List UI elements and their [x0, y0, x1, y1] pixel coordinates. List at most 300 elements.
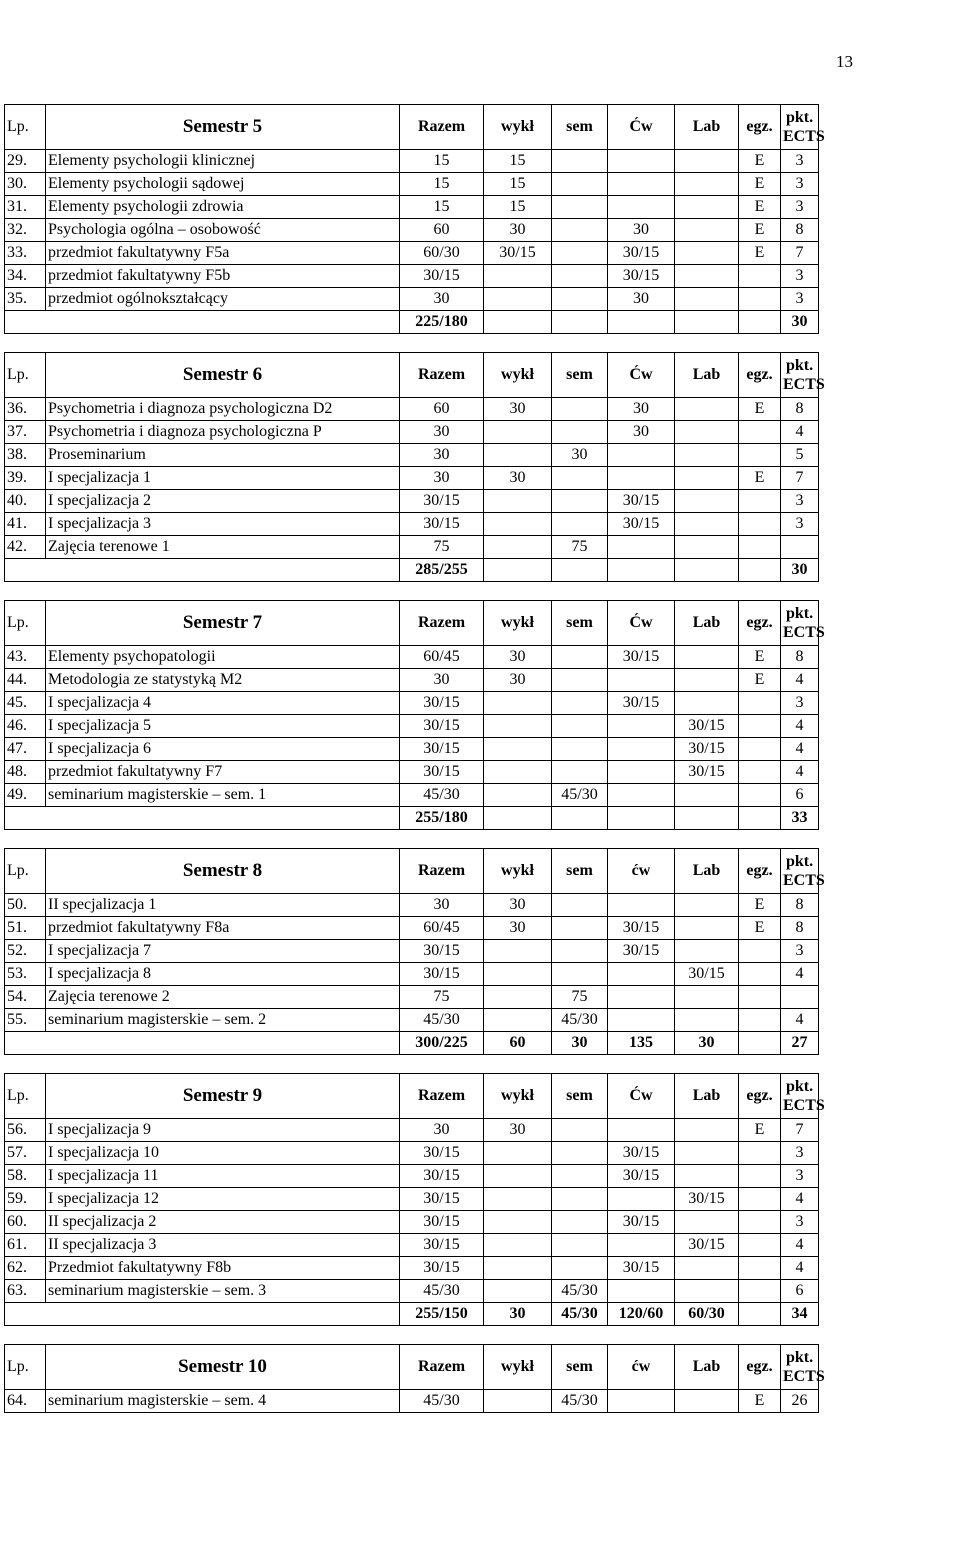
row-egz — [739, 986, 781, 1009]
col-header-lab: Lab — [675, 601, 739, 646]
total-sem — [552, 311, 608, 334]
table-row — [5, 1142, 819, 1165]
table-row — [5, 1009, 819, 1032]
row-razem: 30/15 — [400, 1142, 484, 1165]
row-ects: 4 — [781, 1188, 819, 1211]
table-row — [5, 940, 819, 963]
col-header-razem: Razem — [400, 601, 484, 646]
row-sem — [552, 940, 608, 963]
row-ects: 4 — [781, 1234, 819, 1257]
total-row — [5, 559, 819, 582]
row-subject: seminarium magisterskie – sem. 1 — [46, 784, 400, 807]
row-lp: 30. — [5, 173, 46, 196]
ects-line1: pkt. — [785, 1078, 814, 1095]
row-ects: 3 — [781, 288, 819, 311]
total-cw — [608, 807, 675, 830]
total-sem: 30 — [552, 1032, 608, 1055]
row-lp: 37. — [5, 421, 46, 444]
ects-line1: pkt. — [785, 1349, 814, 1366]
row-sem — [552, 1188, 608, 1211]
total-row — [5, 807, 819, 830]
row-ects: 7 — [781, 1119, 819, 1142]
col-header-lab: Lab — [675, 1074, 739, 1119]
row-lp: 51. — [5, 917, 46, 940]
row-subject: Psychologia ogólna – osobowość — [46, 219, 400, 242]
row-subject: I specjalizacja 1 — [46, 467, 400, 490]
col-header-lp: Lp. — [5, 1345, 46, 1390]
row-lp: 57. — [5, 1142, 46, 1165]
row-egz — [739, 444, 781, 467]
col-header-lp: Lp. — [5, 601, 46, 646]
row-lp: 31. — [5, 196, 46, 219]
semester-title: Semestr 10 — [46, 1345, 400, 1390]
col-header-lab: Lab — [675, 353, 739, 398]
table-row — [5, 738, 819, 761]
row-lp: 39. — [5, 467, 46, 490]
row-wykl — [484, 1390, 552, 1413]
row-razem: 45/30 — [400, 1390, 484, 1413]
col-header-lp: Lp. — [5, 353, 46, 398]
row-razem: 60 — [400, 398, 484, 421]
row-subject: Elementy psychologii zdrowia — [46, 196, 400, 219]
row-cw: 30/15 — [608, 1257, 675, 1280]
row-egz — [739, 536, 781, 559]
row-ects: 8 — [781, 894, 819, 917]
row-razem: 30/15 — [400, 490, 484, 513]
row-lp: 54. — [5, 986, 46, 1009]
col-header-sem: sem — [552, 105, 608, 150]
row-egz — [739, 513, 781, 536]
ects-line2: ECTS — [783, 872, 825, 889]
row-ects: 4 — [781, 1257, 819, 1280]
row-lp: 45. — [5, 692, 46, 715]
col-header-razem: Razem — [400, 1074, 484, 1119]
row-sem: 45/30 — [552, 784, 608, 807]
row-sem — [552, 265, 608, 288]
row-sem — [552, 894, 608, 917]
row-ects: 3 — [781, 1211, 819, 1234]
row-wykl — [484, 784, 552, 807]
table-row — [5, 265, 819, 288]
col-header-wykl: wykł — [484, 1074, 552, 1119]
row-ects: 8 — [781, 398, 819, 421]
row-lab — [675, 1280, 739, 1303]
row-cw — [608, 738, 675, 761]
col-header-cw: ćw — [608, 1345, 675, 1390]
total-cw: 135 — [608, 1032, 675, 1055]
col-header-egz: egz. — [739, 601, 781, 646]
total-wykl — [484, 311, 552, 334]
row-lp: 44. — [5, 669, 46, 692]
semester-table — [4, 352, 825, 582]
row-lab: 30/15 — [675, 1188, 739, 1211]
row-razem: 30/15 — [400, 1165, 484, 1188]
table-row — [5, 536, 819, 559]
row-sem — [552, 692, 608, 715]
row-cw — [608, 784, 675, 807]
row-wykl — [484, 1211, 552, 1234]
row-lab — [675, 196, 739, 219]
row-egz — [739, 265, 781, 288]
row-lab — [675, 398, 739, 421]
row-egz — [739, 1280, 781, 1303]
row-subject: Zajęcia terenowe 2 — [46, 986, 400, 1009]
row-ects: 3 — [781, 490, 819, 513]
row-ects: 8 — [781, 917, 819, 940]
row-cw — [608, 444, 675, 467]
header-row — [5, 1345, 819, 1390]
row-cw: 30/15 — [608, 513, 675, 536]
table-row — [5, 646, 819, 669]
row-wykl — [484, 940, 552, 963]
col-header-cw: Ćw — [608, 353, 675, 398]
total-ects: 30 — [781, 559, 819, 582]
total-ects: 27 — [781, 1032, 819, 1055]
row-cw — [608, 1234, 675, 1257]
row-sem: 45/30 — [552, 1280, 608, 1303]
row-razem: 30/15 — [400, 1257, 484, 1280]
row-lab — [675, 173, 739, 196]
row-ects: 4 — [781, 738, 819, 761]
row-lp: 34. — [5, 265, 46, 288]
row-razem: 30/15 — [400, 1234, 484, 1257]
ects-line1: pkt. — [785, 605, 814, 622]
col-header-wykl: wykł — [484, 353, 552, 398]
row-egz: E — [739, 467, 781, 490]
total-ects: 33 — [781, 807, 819, 830]
row-subject: II specjalizacja 3 — [46, 1234, 400, 1257]
total-sem: 45/30 — [552, 1303, 608, 1326]
row-cw — [608, 1119, 675, 1142]
total-wykl — [484, 559, 552, 582]
row-cw: 30/15 — [608, 1211, 675, 1234]
total-ects: 34 — [781, 1303, 819, 1326]
row-lab: 30/15 — [675, 715, 739, 738]
header-row — [5, 353, 819, 398]
header-row — [5, 105, 819, 150]
header-row — [5, 1074, 819, 1119]
header-row — [5, 849, 819, 894]
row-razem: 45/30 — [400, 784, 484, 807]
row-lp: 41. — [5, 513, 46, 536]
row-lab: 30/15 — [675, 761, 739, 784]
row-wykl — [484, 986, 552, 1009]
row-lab — [675, 940, 739, 963]
col-header-lab: Lab — [675, 105, 739, 150]
row-ects — [781, 986, 819, 1009]
row-ects: 6 — [781, 1280, 819, 1303]
col-header-egz: egz. — [739, 105, 781, 150]
total-lab — [675, 311, 739, 334]
row-wykl — [484, 738, 552, 761]
ects-line2: ECTS — [783, 1368, 825, 1385]
col-header-sem: sem — [552, 1345, 608, 1390]
total-row — [5, 1303, 819, 1326]
row-lp: 58. — [5, 1165, 46, 1188]
table-row — [5, 196, 819, 219]
row-subject: przedmiot fakultatywny F8a — [46, 917, 400, 940]
row-cw: 30 — [608, 421, 675, 444]
row-razem: 75 — [400, 986, 484, 1009]
table-row — [5, 150, 819, 173]
row-sem — [552, 917, 608, 940]
row-lp: 38. — [5, 444, 46, 467]
col-header-wykl: wykł — [484, 849, 552, 894]
row-cw: 30/15 — [608, 940, 675, 963]
row-wykl: 30 — [484, 894, 552, 917]
row-ects: 3 — [781, 692, 819, 715]
row-wykl — [484, 1009, 552, 1032]
row-wykl — [484, 536, 552, 559]
row-ects: 3 — [781, 173, 819, 196]
row-ects: 3 — [781, 265, 819, 288]
row-lab — [675, 242, 739, 265]
row-lp: 48. — [5, 761, 46, 784]
row-cw — [608, 1009, 675, 1032]
row-razem: 30 — [400, 421, 484, 444]
row-egz: E — [739, 219, 781, 242]
row-sem — [552, 196, 608, 219]
row-lp: 50. — [5, 894, 46, 917]
col-header-wykl: wykł — [484, 1345, 552, 1390]
row-subject: I specjalizacja 5 — [46, 715, 400, 738]
row-ects: 3 — [781, 940, 819, 963]
row-lab — [675, 669, 739, 692]
table-row — [5, 894, 819, 917]
row-cw: 30 — [608, 398, 675, 421]
col-header-ects — [781, 601, 825, 646]
row-sem — [552, 738, 608, 761]
row-lp: 40. — [5, 490, 46, 513]
row-lab — [675, 692, 739, 715]
total-razem: 225/180 — [400, 311, 484, 334]
row-lp: 56. — [5, 1119, 46, 1142]
table-row — [5, 444, 819, 467]
row-subject: Psychometria i diagnoza psychologiczna P — [46, 421, 400, 444]
row-cw — [608, 150, 675, 173]
row-razem: 15 — [400, 173, 484, 196]
row-ects: 3 — [781, 196, 819, 219]
row-lab: 30/15 — [675, 963, 739, 986]
row-lab — [675, 444, 739, 467]
row-egz — [739, 1234, 781, 1257]
row-subject: Proseminarium — [46, 444, 400, 467]
row-egz: E — [739, 1119, 781, 1142]
row-sem — [552, 219, 608, 242]
row-sem: 75 — [552, 536, 608, 559]
total-egz — [739, 1303, 781, 1326]
row-sem — [552, 467, 608, 490]
row-cw: 30/15 — [608, 1142, 675, 1165]
row-lp: 64. — [5, 1390, 46, 1413]
row-subject: I specjalizacja 9 — [46, 1119, 400, 1142]
row-egz: E — [739, 917, 781, 940]
row-sem: 75 — [552, 986, 608, 1009]
row-lp: 33. — [5, 242, 46, 265]
row-lp: 61. — [5, 1234, 46, 1257]
row-egz — [739, 1165, 781, 1188]
row-egz — [739, 490, 781, 513]
total-lab: 30 — [675, 1032, 739, 1055]
row-lab — [675, 421, 739, 444]
table-row — [5, 986, 819, 1009]
row-egz — [739, 692, 781, 715]
row-lp: 59. — [5, 1188, 46, 1211]
row-ects: 8 — [781, 219, 819, 242]
col-header-ects — [781, 849, 825, 894]
table-row — [5, 1257, 819, 1280]
row-wykl: 30 — [484, 467, 552, 490]
col-header-cw: Ćw — [608, 1074, 675, 1119]
col-header-egz: egz. — [739, 1345, 781, 1390]
row-subject: Zajęcia terenowe 1 — [46, 536, 400, 559]
semester-table — [4, 600, 825, 830]
row-ects: 5 — [781, 444, 819, 467]
total-label-blank — [5, 559, 400, 582]
row-ects: 26 — [781, 1390, 819, 1413]
row-cw: 30/15 — [608, 646, 675, 669]
row-egz — [739, 1009, 781, 1032]
row-wykl — [484, 1234, 552, 1257]
col-header-lp: Lp. — [5, 849, 46, 894]
semester-title: Semestr 7 — [46, 601, 400, 646]
row-sem — [552, 1165, 608, 1188]
ects-line2: ECTS — [783, 624, 825, 641]
row-cw: 30/15 — [608, 242, 675, 265]
row-egz — [739, 1257, 781, 1280]
total-cw — [608, 311, 675, 334]
ects-line1: pkt. — [785, 357, 814, 374]
row-wykl: 15 — [484, 196, 552, 219]
row-cw: 30/15 — [608, 692, 675, 715]
semester-title: Semestr 5 — [46, 105, 400, 150]
row-lp: 49. — [5, 784, 46, 807]
row-wykl: 30 — [484, 646, 552, 669]
row-sem: 45/30 — [552, 1390, 608, 1413]
total-label-blank — [5, 311, 400, 334]
col-header-lab: Lab — [675, 1345, 739, 1390]
row-razem: 60/45 — [400, 646, 484, 669]
row-sem — [552, 1119, 608, 1142]
row-sem — [552, 1211, 608, 1234]
row-lab — [675, 150, 739, 173]
table-row — [5, 173, 819, 196]
row-cw — [608, 467, 675, 490]
row-egz — [739, 288, 781, 311]
row-subject: I specjalizacja 4 — [46, 692, 400, 715]
total-lab — [675, 807, 739, 830]
row-sem — [552, 173, 608, 196]
table-row — [5, 1165, 819, 1188]
row-ects: 4 — [781, 669, 819, 692]
row-ects: 3 — [781, 1165, 819, 1188]
table-row — [5, 398, 819, 421]
row-subject: seminarium magisterskie – sem. 2 — [46, 1009, 400, 1032]
semester-title: Semestr 6 — [46, 353, 400, 398]
row-razem: 15 — [400, 196, 484, 219]
curriculum-tables — [4, 104, 825, 1431]
total-lab — [675, 559, 739, 582]
row-sem — [552, 1234, 608, 1257]
row-razem: 30 — [400, 467, 484, 490]
row-ects: 4 — [781, 963, 819, 986]
total-razem: 255/150 — [400, 1303, 484, 1326]
table-row — [5, 715, 819, 738]
row-egz — [739, 1142, 781, 1165]
col-header-ects — [781, 105, 825, 150]
col-header-sem: sem — [552, 1074, 608, 1119]
ects-line2: ECTS — [783, 128, 825, 145]
row-lab — [675, 1211, 739, 1234]
row-sem — [552, 646, 608, 669]
row-lp: 43. — [5, 646, 46, 669]
row-cw — [608, 986, 675, 1009]
row-razem: 30/15 — [400, 1188, 484, 1211]
total-wykl: 60 — [484, 1032, 552, 1055]
semester-table — [4, 848, 825, 1055]
ects-line1: pkt. — [785, 109, 814, 126]
row-sem — [552, 398, 608, 421]
row-egz: E — [739, 150, 781, 173]
row-subject: Elementy psychopatologii — [46, 646, 400, 669]
row-ects: 3 — [781, 513, 819, 536]
col-header-sem: sem — [552, 601, 608, 646]
row-lab — [675, 1009, 739, 1032]
table-row — [5, 288, 819, 311]
row-ects: 6 — [781, 784, 819, 807]
row-sem — [552, 150, 608, 173]
row-razem: 30/15 — [400, 513, 484, 536]
row-lab — [675, 490, 739, 513]
row-sem — [552, 715, 608, 738]
total-egz — [739, 559, 781, 582]
row-cw — [608, 894, 675, 917]
row-razem: 30/15 — [400, 715, 484, 738]
row-subject: I specjalizacja 11 — [46, 1165, 400, 1188]
col-header-razem: Razem — [400, 849, 484, 894]
row-subject: Przedmiot fakultatywny F8b — [46, 1257, 400, 1280]
col-header-ects — [781, 353, 825, 398]
col-header-cw: ćw — [608, 849, 675, 894]
row-egz — [739, 1188, 781, 1211]
row-egz — [739, 1211, 781, 1234]
row-wykl — [484, 444, 552, 467]
col-header-egz: egz. — [739, 1074, 781, 1119]
total-sem — [552, 559, 608, 582]
table-row — [5, 1234, 819, 1257]
row-egz: E — [739, 242, 781, 265]
row-sem — [552, 490, 608, 513]
table-row — [5, 963, 819, 986]
row-subject: II specjalizacja 1 — [46, 894, 400, 917]
row-wykl — [484, 288, 552, 311]
row-lab — [675, 646, 739, 669]
row-razem: 30/15 — [400, 761, 484, 784]
row-razem: 60/30 — [400, 242, 484, 265]
row-lp: 47. — [5, 738, 46, 761]
table-row — [5, 761, 819, 784]
total-cw — [608, 559, 675, 582]
row-wykl — [484, 715, 552, 738]
row-subject: I specjalizacja 7 — [46, 940, 400, 963]
row-subject: Elementy psychologii klinicznej — [46, 150, 400, 173]
row-razem: 30 — [400, 894, 484, 917]
row-ects: 4 — [781, 421, 819, 444]
row-sem: 45/30 — [552, 1009, 608, 1032]
row-cw — [608, 1390, 675, 1413]
row-sem — [552, 513, 608, 536]
row-razem: 30 — [400, 1119, 484, 1142]
